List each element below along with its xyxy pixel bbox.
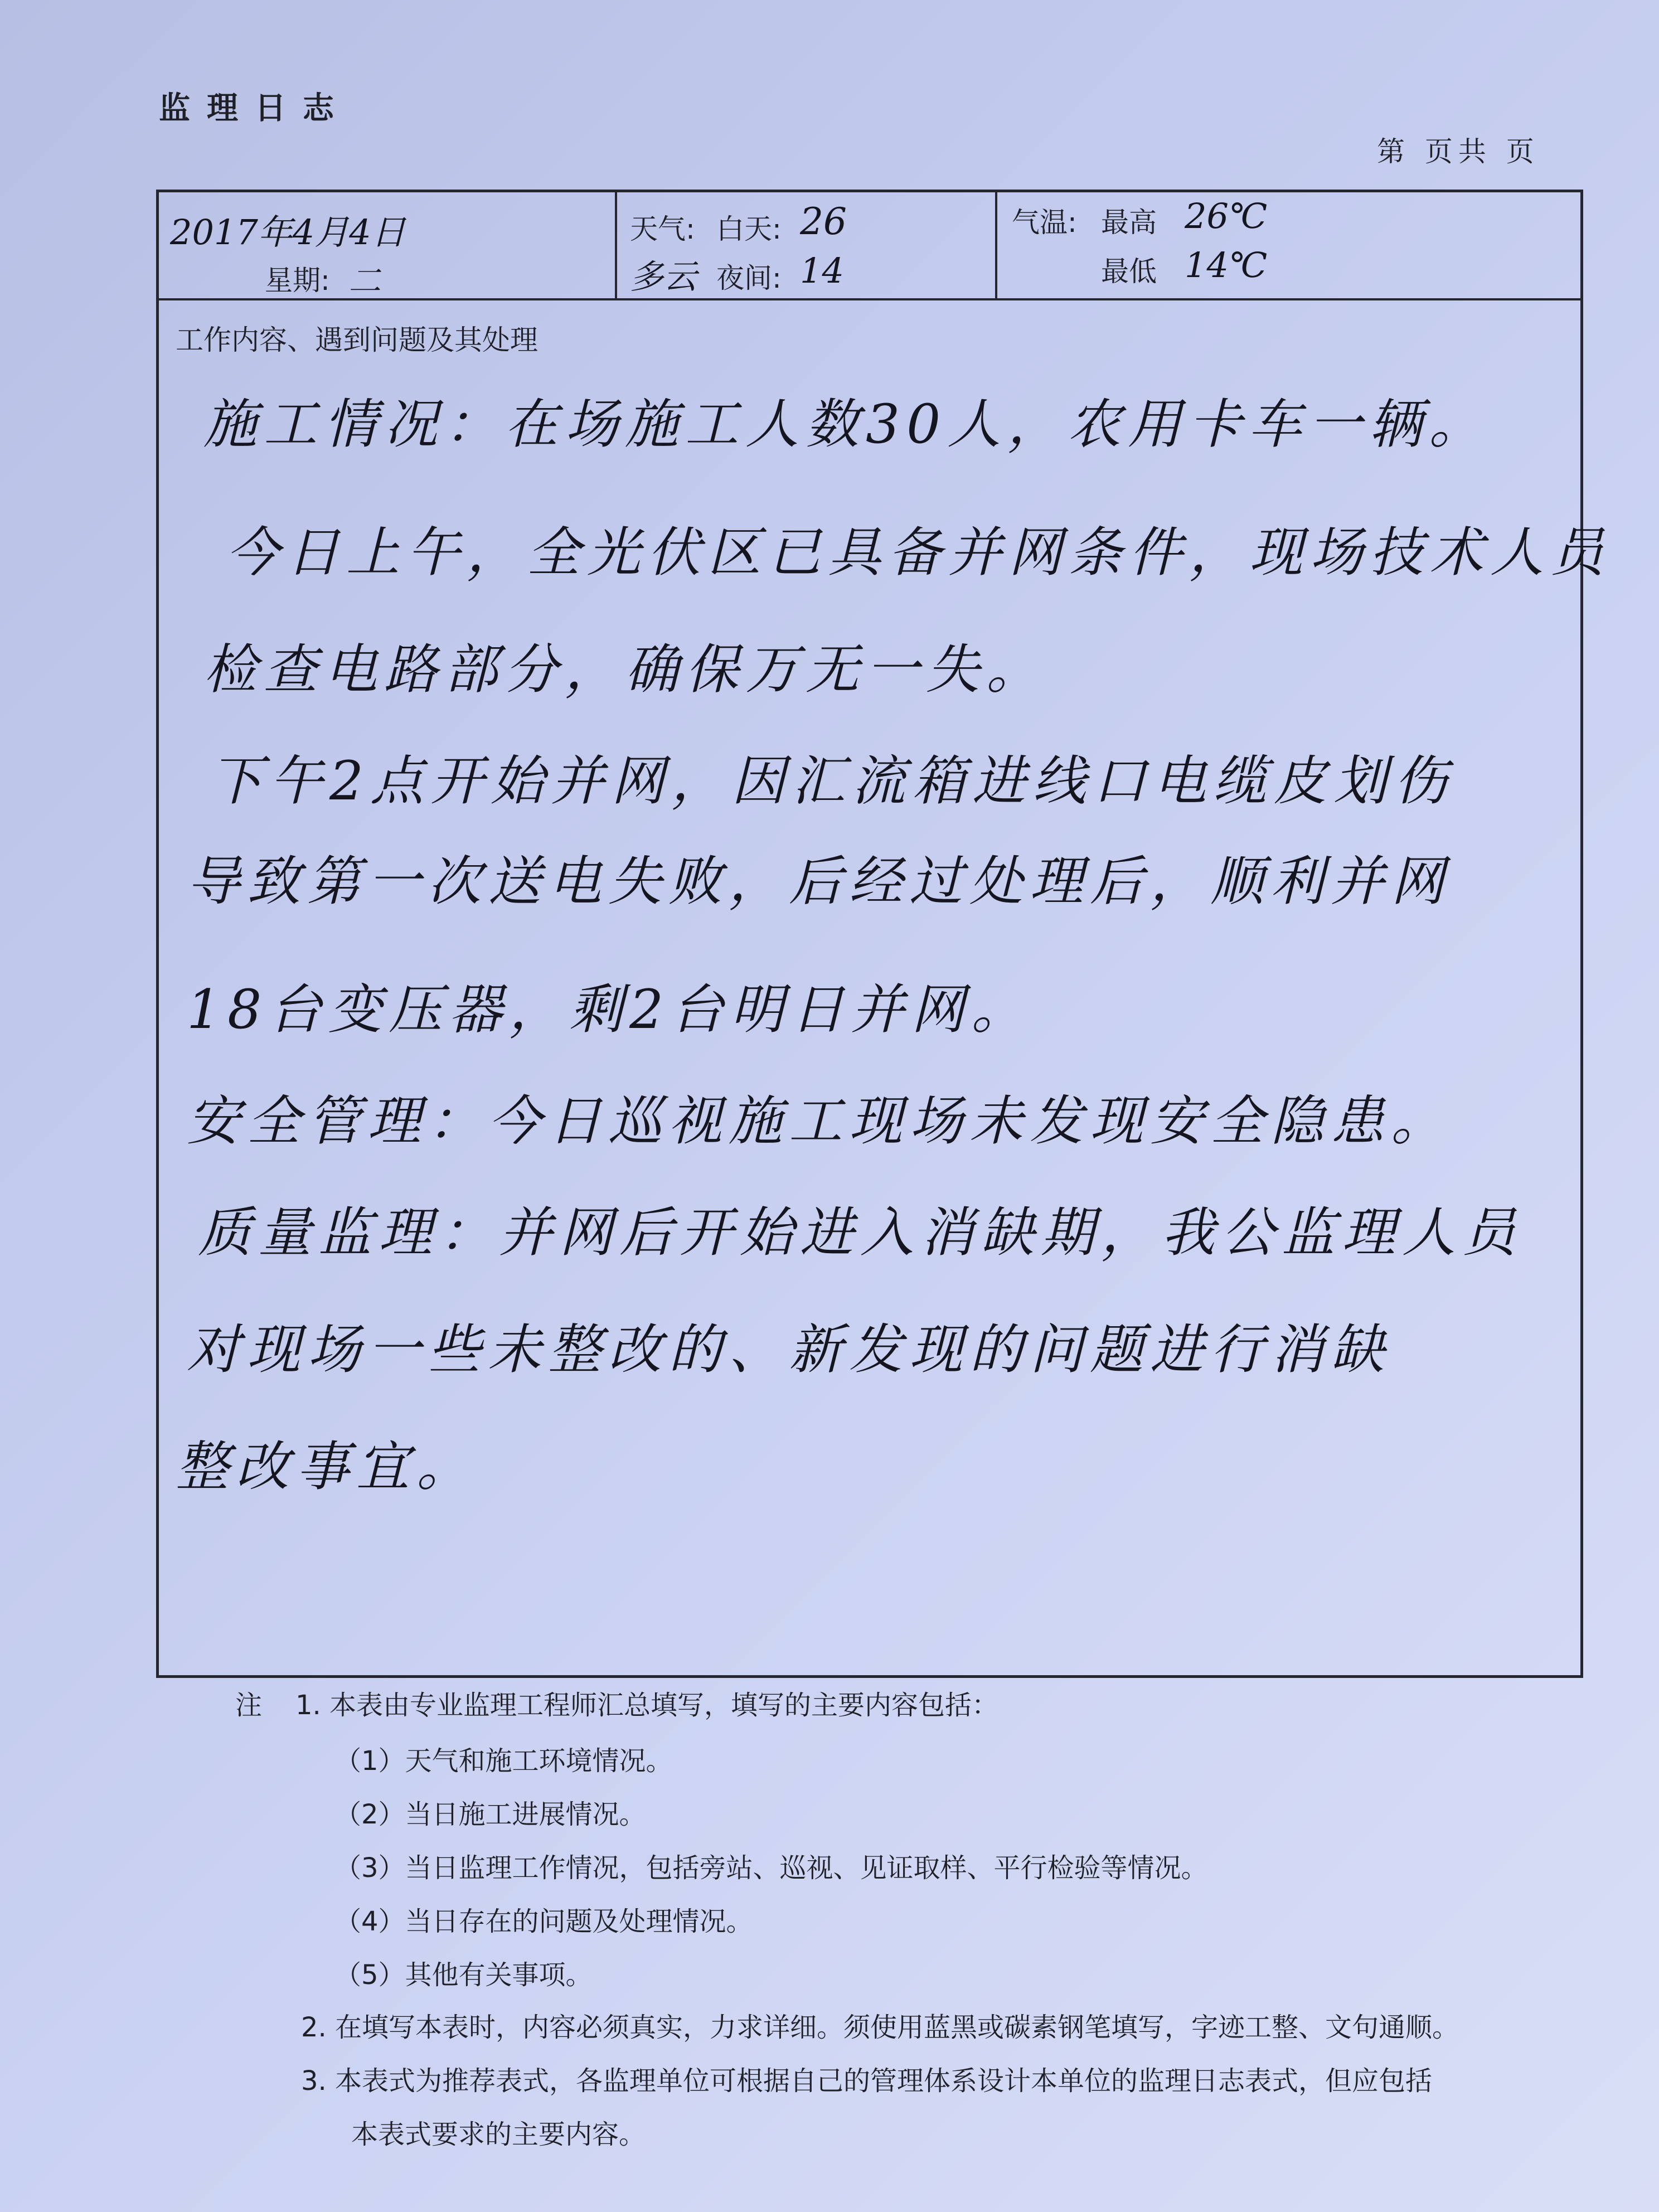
night-label: 夜间: xyxy=(716,262,782,294)
weather-value: 多云 xyxy=(630,258,697,297)
weather-label: 天气: xyxy=(630,213,695,245)
work-line: 检查电路部分，确保万无一失。 xyxy=(203,638,1046,701)
document-title: 监理日志 xyxy=(159,90,351,127)
low-label: 最低 xyxy=(1101,255,1157,288)
work-line: 对现场一些未整改的、新发现的问题进行消缺 xyxy=(187,1318,1391,1381)
column-divider xyxy=(995,192,997,298)
note-item: （3）当日监理工作情况，包括旁站、巡视、见证取样、平行检验等情况。 xyxy=(334,1852,1208,1884)
notes-marker: 注 xyxy=(235,1690,263,1721)
high-label: 最高 xyxy=(1101,206,1157,239)
note-item: 3. 本表式为推荐表式，各监理单位可根据自己的管理体系设计本单位的监理日志表式，但应包括 xyxy=(301,2065,1433,2097)
temperature-label: 气温: xyxy=(1012,206,1077,239)
work-line: 整改事宜。 xyxy=(176,1435,477,1498)
note-item: （5）其他有关事项。 xyxy=(334,1959,593,1991)
work-line: 施工情况：在场施工人数30人，农用卡车一辆。 xyxy=(203,393,1490,455)
date-value: 2017年4月4日 xyxy=(170,212,406,253)
work-line: 导致第一次送电失败，后经过处理后，顺利并网 xyxy=(187,850,1451,913)
day-label: 白天: xyxy=(716,213,782,245)
weekday-value: 二 xyxy=(348,262,381,300)
note-item: （2）当日施工进展情况。 xyxy=(334,1799,646,1830)
low-value: 14℃ xyxy=(1185,245,1268,285)
work-line: 质量监理：并网后开始进入消缺期，我公监理人员 xyxy=(198,1201,1522,1264)
note-item: 本表式要求的主要内容。 xyxy=(351,2119,646,2150)
day-value: 26 xyxy=(800,200,847,243)
work-line: 今日上午，全光伏区已具备并网条件，现场技术人员 xyxy=(226,521,1611,584)
note-item: （1）天气和施工环境情况。 xyxy=(334,1745,673,1777)
page-info: 第 页共 页 xyxy=(1377,135,1540,168)
work-section-heading: 工作内容、遇到问题及其处理 xyxy=(176,324,538,356)
log-table xyxy=(156,190,1611,1678)
work-line: 安全管理：今日巡视施工现场未发现安全隐患。 xyxy=(187,1090,1451,1152)
night-value: 14 xyxy=(800,250,844,291)
work-line: 18台变压器，剩2台明日并网。 xyxy=(187,978,1032,1041)
weekday-label: 星期: xyxy=(265,264,330,297)
column-divider xyxy=(615,192,617,298)
note-item: 2. 在填写本表时，内容必须真实，力求详细。须使用蓝黑或碳素钢笔填写，字迹工整、文句通顺。 xyxy=(301,2012,1459,2043)
note-item: 1. 本表由专业监理工程师汇总填写，填写的主要内容包括： xyxy=(295,1690,999,1721)
work-line: 下午2点开始并网，因汇流箱进线口电缆皮划伤 xyxy=(209,750,1454,812)
note-item: （4）当日存在的问题及处理情况。 xyxy=(334,1906,753,1937)
high-value: 26℃ xyxy=(1185,196,1268,236)
